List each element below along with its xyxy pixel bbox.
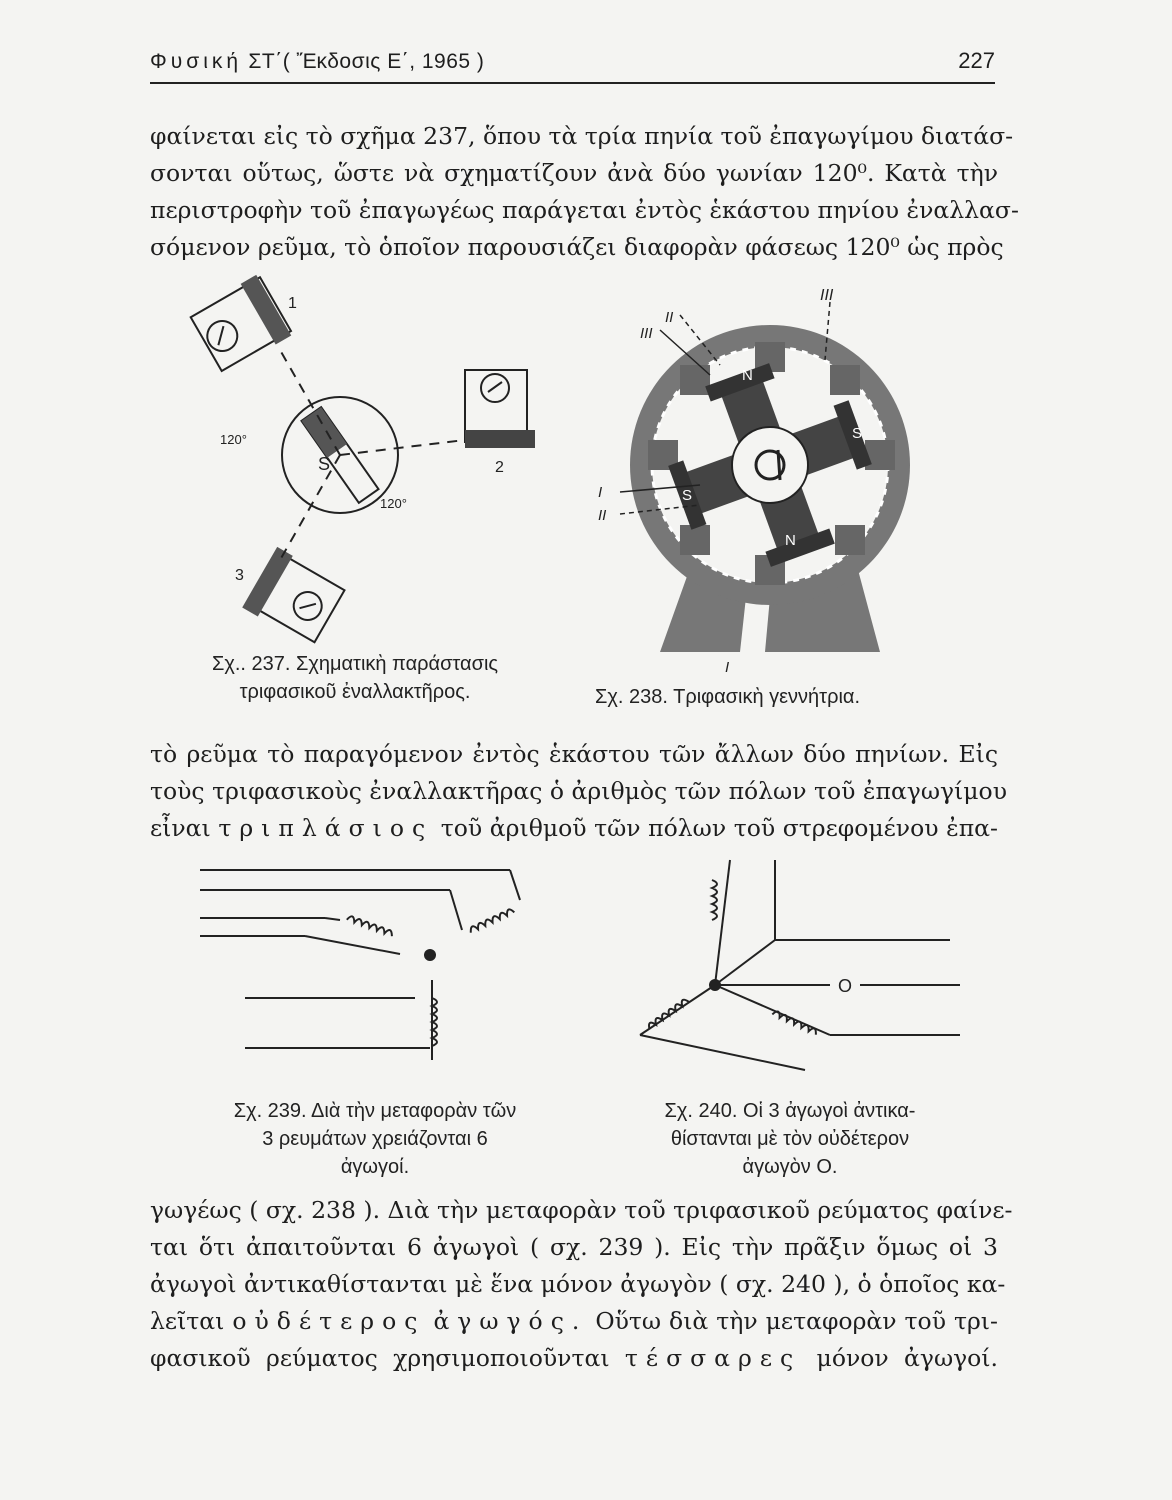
text-line: τοὺς τριφασικοὺς ἐναλλακτῆρας ὁ ἀριθμὸς τῶν πόλων τοῦ ἐπαγωγίμου — [150, 777, 1007, 805]
coil-b — [469, 908, 515, 933]
text-line: ται ὅτι ἀπαιτοῦνται 6 ἀγωγοὶ ( σχ. 239 ). Εἰς τὴν πρᾶξιν ὅμως οἱ 3 — [150, 1233, 998, 1261]
paragraph-2 — [150, 736, 1007, 847]
terminal-label-II-top: II — [665, 309, 674, 326]
rotor-pole-s-left: S — [682, 487, 693, 504]
page-number: 227 — [958, 48, 995, 73]
caption-line: Σχ. 240. Οἱ 3 ἀγωγοὶ ἀντικα- — [664, 1100, 916, 1122]
text-line: γωγέως ( σχ. 238 ). Διὰ τὴν μεταφορὰν τοῦ τριφασικοῦ ρεύματος φαίνε- — [150, 1196, 1013, 1224]
rotor-pole-s-right: S — [852, 425, 863, 442]
rotor-pole-n-bottom: N — [785, 532, 796, 549]
terminal-label-III-left: III — [640, 325, 653, 342]
coil-2-label: 2 — [495, 459, 504, 476]
caption-line: ἀγωγοί. — [340, 1156, 410, 1178]
text-line: τὸ ρεῦμα τὸ παραγόμενον ἐντὸς ἑκάστου τῶν ἄλλων δύο πηνίων. Εἰς — [150, 740, 998, 768]
coil-left-diagonal — [647, 998, 689, 1030]
coil-right-diagonal — [772, 1010, 818, 1035]
paragraph-1 — [150, 118, 1019, 266]
neutral-label: O — [838, 976, 853, 996]
paragraph-3 — [150, 1192, 1013, 1377]
caption-line: Σχ. 238. Τριφασικὴ γεννήτρια. — [595, 686, 861, 708]
terminal-label-III-top: III — [820, 287, 834, 304]
spaced-emphasis: ἀγωγός. — [433, 1307, 588, 1335]
figure-237-caption — [190, 650, 520, 706]
caption-line: ἀγωγὸν Ο. — [742, 1156, 838, 1178]
figure-239-caption — [200, 1097, 550, 1181]
star-point — [709, 979, 721, 991]
text-line: περιστροφὴν τοῦ ἐπαγωγέως παράγεται ἐντὸς ἑκάστου πηνίου ἐναλλασ- — [150, 196, 1019, 224]
figure-240-caption — [630, 1097, 950, 1181]
coil-1-label: 1 — [288, 295, 297, 312]
angle-label-a: 120° — [220, 432, 247, 447]
angle-label-b: 120° — [380, 496, 407, 511]
text-line: λεῖται οὐδέτερος ἀγωγός. Οὕτω διὰ τὴν μεταφορὰν τοῦ τρι- — [150, 1307, 998, 1335]
coil-vertical — [712, 880, 717, 920]
spaced-emphasis: τριπλάσιος — [218, 814, 434, 842]
coil-3-label: 3 — [235, 567, 244, 584]
figure-240-neutral-conductor — [620, 860, 980, 1080]
text-line: εἶναι τριπλάσιος τοῦ ἀριθμοῦ τῶν πόλων τοῦ στρεφομένου ἐπα- — [150, 814, 998, 842]
pole-s-label: S — [318, 454, 331, 474]
caption-line: τριφασικοῦ ἐναλλακτῆρος. — [239, 681, 471, 703]
coil-1-with-meter — [189, 274, 293, 375]
coil-c — [432, 980, 437, 1060]
figure-239-six-conductors — [200, 860, 540, 1080]
text-line: σόμενον ρεῦμα, τὸ ὁποῖον παρουσιάζει διαφορὰν φάσεως 120⁰ ὡς πρὸς — [150, 233, 1004, 261]
text-line: φαίνεται εἰς τὸ σχῆμα 237, ὅπου τὰ τρία πηνία τοῦ ἐπαγωγίμου διατάσ- — [150, 122, 1014, 150]
running-title — [150, 50, 484, 74]
caption-line: 3 ρευμάτων χρειάζονται 6 — [262, 1128, 488, 1150]
book-title: Φυσική — [150, 50, 243, 73]
edition-info: ΣΤ΄( Ἔκδοσις Ε΄, 1965 ) — [248, 50, 485, 73]
coil-3-with-meter — [242, 547, 346, 648]
spaced-emphasis: τέσσαρες — [624, 1344, 802, 1372]
text-line: σονται οὕτως, ὥστε νὰ σχηματίζουν ἀνὰ δύο γωνίαν 120⁰. Κατὰ τὴν — [150, 159, 998, 187]
page-header — [150, 46, 995, 84]
figure-238-generator-diagram — [590, 280, 990, 680]
terminal-label-I-bottom: I — [725, 659, 730, 676]
figure-238-caption — [595, 683, 935, 711]
terminal-label-I-left: I — [598, 484, 603, 501]
text-line: ἀγωγοὶ ἀντικαθίστανται μὲ ἕνα μόνον ἀγωγὸν ( σχ. 240 ), ὁ ὁποῖος κα- — [150, 1270, 1006, 1298]
spaced-emphasis: οὐδέτερος — [232, 1307, 426, 1335]
figure-237-alternator-diagram — [180, 280, 560, 640]
coil-a — [347, 915, 394, 936]
coil-2-with-meter — [465, 370, 535, 448]
caption-line: Σχ. 239. Διὰ τὴν μεταφορὰν τῶν — [233, 1100, 517, 1122]
junction-point — [424, 949, 436, 961]
terminal-label-II-left: II — [598, 507, 607, 524]
caption-line: θίστανται μὲ τὸν οὐδέτερον — [670, 1128, 910, 1150]
rotor-pole-n-top: N — [742, 367, 753, 384]
caption-line: Σχ.. 237. Σχηματικὴ παράστασις — [211, 653, 499, 675]
text-line: φασικοῦ ρεύματος χρησιμοποιοῦνται τέσσαρες μόνον ἀγωγοί. — [150, 1344, 998, 1372]
